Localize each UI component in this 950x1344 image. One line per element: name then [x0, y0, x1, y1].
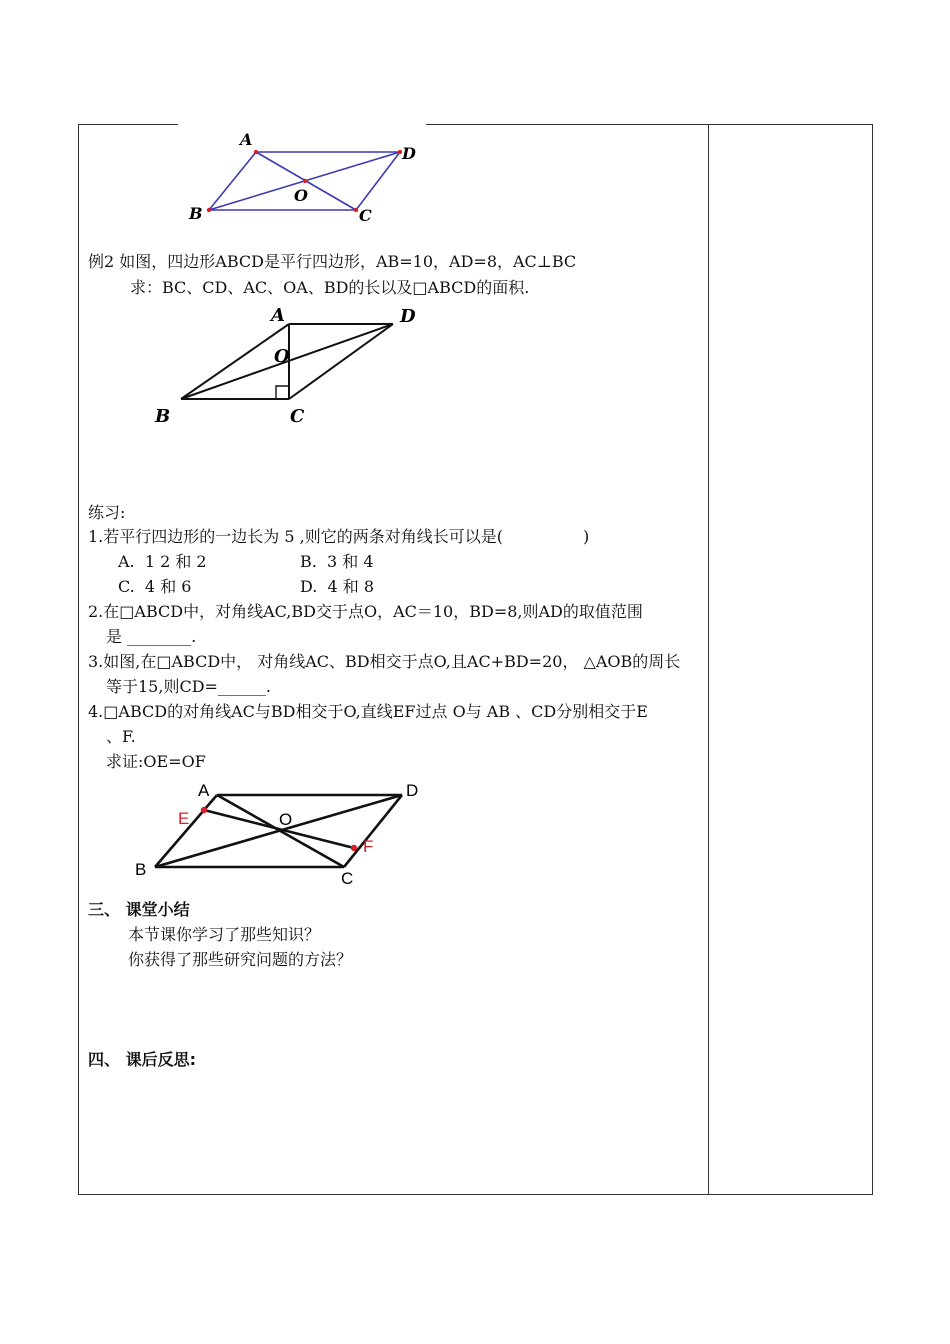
figure2-label-a: A [271, 305, 285, 326]
figure2-label-d: D [400, 306, 416, 327]
practice-q4-line1: 4.□ABCD的对角线AC与BD相交于O,直线EF过点 O与 AB 、CD分别相交于E [88, 702, 648, 721]
practice-q1: 1.若平行四边形的一边长为 5 ,则它的两条对角线长可以是( ) [88, 527, 590, 546]
figure2-label-o: O [274, 346, 290, 367]
figure3-label-d: D [406, 781, 419, 800]
practice-q1-option-a: A. 1 2 和 2 [118, 552, 207, 571]
figure3-label-b: B [135, 860, 147, 879]
parallelogram-figure-2 [150, 302, 430, 432]
figure3-label-o: O [279, 810, 293, 829]
figure1-label-b: B [189, 204, 203, 223]
parallelogram-figure-3 [130, 778, 430, 886]
figure2-label-b: B [155, 406, 171, 427]
figure2-label-c: C [290, 406, 305, 427]
practice-q3-line2: 等于15,则CD=______. [106, 677, 272, 696]
practice-heading: 练习: [88, 503, 126, 522]
practice-q2-line2: 是 ________. [106, 627, 197, 646]
figure1-label-c: C [359, 206, 372, 225]
example2-question: 求：BC、CD、AC、OA、BD的长以及□ABCD的面积. [130, 278, 530, 297]
figure3-label-e: E [178, 809, 190, 828]
figure1-label-o: O [294, 186, 308, 205]
practice-q2-line1: 2.在□ABCD中，对角线AC,BD交于点O，AC＝10，BD=8,则AD的取值范围 [88, 602, 643, 621]
figure3-label-a: A [198, 781, 210, 800]
practice-q3-line1: 3.如图,在□ABCD中， 对角线AC、BD相交于点O,且AC+BD=20， △AOB的周长 [88, 652, 681, 671]
practice-q1-option-c: C. 4 和 6 [118, 577, 192, 596]
summary-line-2: 你获得了那些研究问题的方法？ [128, 950, 353, 969]
reflection-heading: 四、 课后反思: [88, 1050, 196, 1069]
parallelogram-figure-1 [180, 124, 430, 234]
figure3-edges [155, 795, 402, 867]
summary-heading: 三、 课堂小结 [88, 900, 190, 919]
figure3-label-c: C [341, 869, 354, 888]
figure1-label-d: D [402, 144, 416, 163]
example2-problem: 例2 如图，四边形ABCD是平行四边形，AB=10，AD=8，AC⊥BC [88, 252, 577, 271]
column-divider [708, 124, 709, 1195]
summary-line-1: 本节课你学习了那些知识？ [128, 925, 321, 944]
figure3-label-f: F [363, 837, 374, 856]
practice-q1-option-d: D. 4 和 8 [300, 577, 375, 596]
practice-q1-option-b: B. 3 和 4 [300, 552, 374, 571]
practice-q4-proof: 求证:OE=OF [106, 752, 206, 771]
figure1-label-a: A [240, 130, 253, 149]
practice-q4-line2: 、F. [106, 727, 136, 746]
